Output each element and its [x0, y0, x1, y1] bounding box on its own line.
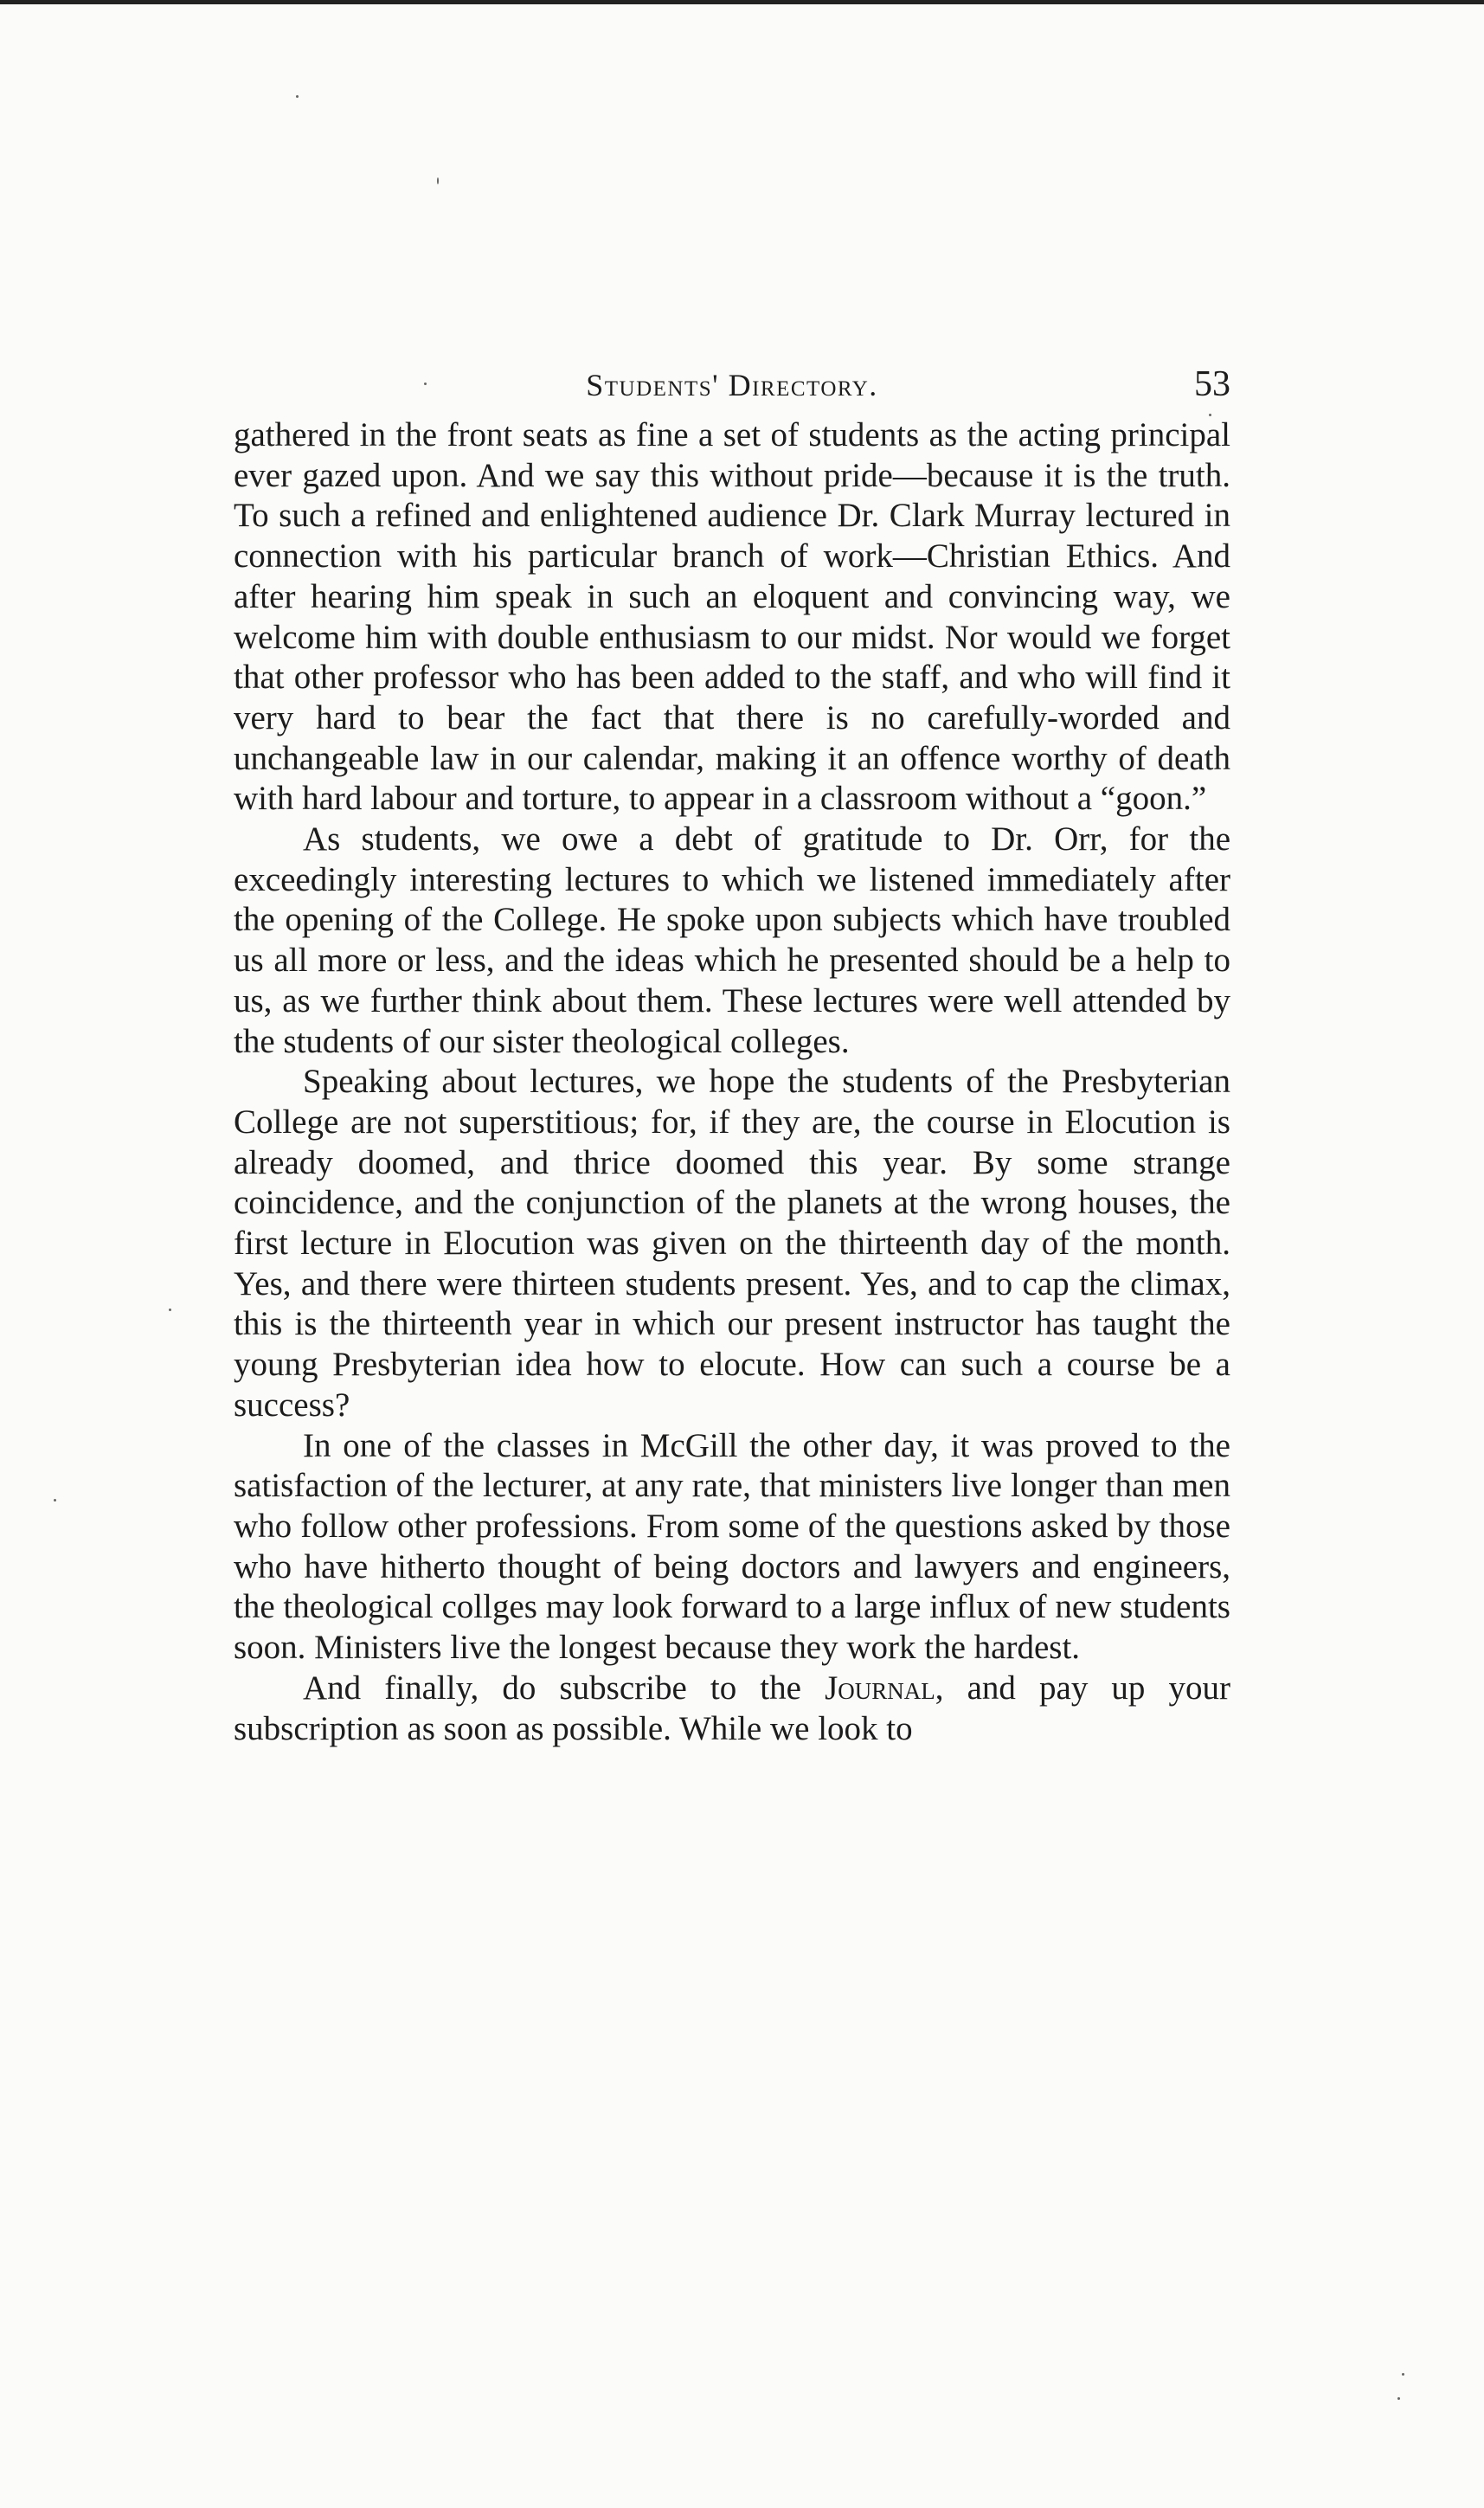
running-title: Students' Directory. [586, 368, 878, 402]
paragraph-continuation: gathered in the front seats as fine a set of students as the acting principal ever gazed upon. And we say this without pride—because it is the truth. To such a refined and enlightened audience Dr. Clark Murray lectured in connection with his particular branch of work—Christian Ethics. And after hearing him speak in such an eloquent and convincing way, we welcome him with double enthusiasm to our midst. Nor would we forget that other professor who has been added to the staff, and who will find it very hard to bear the fact that there is no carefully-worded and unchangeable law in our calendar, making it an offence worthy of death with hard labour and torture, to appear in a classroom without a “goon.” [234, 416, 1230, 818]
running-head [234, 363, 1230, 415]
journal-name: Journal [825, 1669, 935, 1707]
print-speck [1402, 2373, 1404, 2376]
page-number: 53 [1194, 364, 1230, 404]
body-text [234, 415, 1230, 1749]
print-speck [437, 177, 439, 184]
paragraph-elocution: Speaking about lectures, we hope the students of the Presbyterian College are not superstitious; for, if they are, the course in Elocution is already doomed, and thrice doomed this year. By some strange coincidence, and the conjunction of the planets at the wrong houses, the first lecture in Elocution was given on the thirteenth day of the month. Yes, and there were thirteen students present. Yes, and to cap the climax, this is the thirteenth year in which our present instructor has taught the young Presbyterian idea how to elocute. How can such a course be a success? [234, 1063, 1230, 1424]
print-speck [1397, 2397, 1400, 2400]
print-speck [296, 95, 299, 98]
paragraph-dr-orr: As students, we owe a debt of gratitude to Dr. Orr, for the exceedingly interesting lectures to which we listened immediately after the opening of the College. He spoke upon subjects which have troubled us all more or less, and the ideas which he presented should be a help to us, as we further think about them. These lectures were well attended by the students of our sister theological colleges. [234, 820, 1230, 1060]
subscribe-text-before: And finally, do subscribe to the [303, 1669, 826, 1707]
paragraph-mcgill: In one of the classes in McGill the other day, it was proved to the satisfaction of the lecturer, at any rate, that ministers live longer than men who follow other professions. From some of the questions asked by those who have hitherto thought of being doctors and lawyers and engineers, the theological collges may look forward to a large influx of new students soon. Ministers live the longest because they work the hardest. [234, 1426, 1230, 1667]
subscribe-text-after: , and pay up your subscription as soon as possible. While we look to [234, 1669, 1231, 1747]
print-speck [169, 1309, 171, 1311]
paragraph-subscribe [234, 1669, 1230, 1749]
top-border-rule [0, 0, 1484, 4]
print-speck [54, 1499, 56, 1502]
page-content [234, 363, 1230, 1749]
